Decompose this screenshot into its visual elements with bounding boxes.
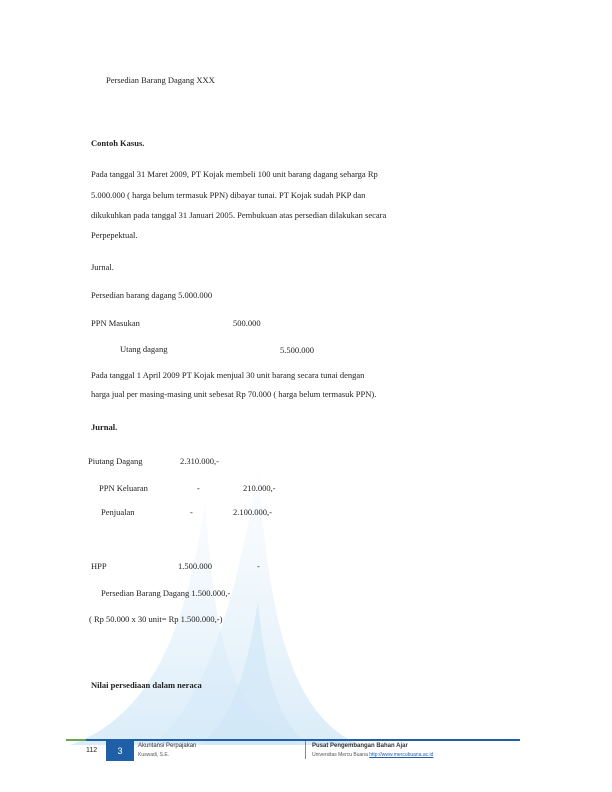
journal2-title: Jurnal. (91, 422, 118, 432)
journal2-row-credit: 210.000,- (243, 483, 276, 493)
footer-separator (305, 741, 306, 759)
journal2-row-debit: 2.310.000,- (180, 456, 219, 466)
journal1-ppn-value: 500.000 (233, 318, 261, 328)
journal2-row-label: Penjualan (101, 507, 135, 517)
center-title: Pusat Pengembangan Bahan Ajar (312, 743, 408, 749)
hpp-value: 1.500.000 (178, 561, 212, 571)
journal2-row-label: Piutang Dagang (88, 456, 143, 466)
footer-divider (86, 739, 520, 741)
journal2-row-debit: - (190, 507, 193, 517)
course-subtitle: Kuswadi, S.E. (138, 752, 170, 758)
journal1-title: Jurnal. (91, 262, 114, 272)
journal1-debt-label: Utang dagang (120, 344, 168, 354)
hpp-label: HPP (91, 561, 107, 571)
case-line-2: 5.000.000 ( harga belum termasuk PPN) dibayar tunai. PT Kojak sudah PKP dan (91, 190, 366, 200)
case-title: Contoh Kasus. (91, 138, 145, 148)
journal2-row-label: PPN Keluaran (99, 483, 148, 493)
journal1-line1: Persedian barang dagang 5.000.000 (91, 290, 213, 300)
case-line-4: Perpepektual. (91, 230, 138, 240)
hpp-dash: - (257, 561, 260, 571)
course-title: Akuntansi Perpajakan (138, 743, 197, 749)
sale-line-2: harga jual per masing-masing unit sebesat Rp 70.000 ( harga belum termasuk PPN). (91, 389, 377, 399)
inventory-line: Persedian Barang Dagang 1.500.000,- (101, 588, 231, 598)
net-value-title: Nilai persediaan dalam neraca (91, 680, 202, 690)
section-heading: Persedian Barang Dagang XXX (106, 75, 215, 85)
journal1-debt-value: 5.500.000 (280, 345, 314, 355)
journal2-row-debit: - (197, 483, 200, 493)
page-number: 3 (106, 741, 134, 761)
footer-accent-left (66, 739, 86, 741)
journal1-ppn-label: PPN Masukan (91, 318, 140, 328)
footer-left-number: 112 (86, 747, 98, 754)
journal2-row-credit: 2.100.000,- (233, 507, 272, 517)
center-subtitle (312, 752, 433, 758)
case-line-3: dikukuhkan pada tanggal 31 Januari 2005. Pembukuan atas persedian dilakukan secara (91, 210, 387, 220)
case-line-1: Pada tanggal 31 Maret 2009, PT Kojak membeli 100 unit barang dagang seharga Rp (91, 169, 378, 179)
calc-line: ( Rp 50.000 x 30 unit= Rp 1.500.000,-) (89, 614, 223, 624)
center-link[interactable]: http://www.mercubuana.ac.id (369, 752, 434, 758)
center-sub-text: Universitas Mercu Buana (312, 752, 368, 758)
sale-line-1: Pada tanggal 1 April 2009 PT Kojak menjual 30 unit barang secara tunai dengan (91, 370, 365, 380)
